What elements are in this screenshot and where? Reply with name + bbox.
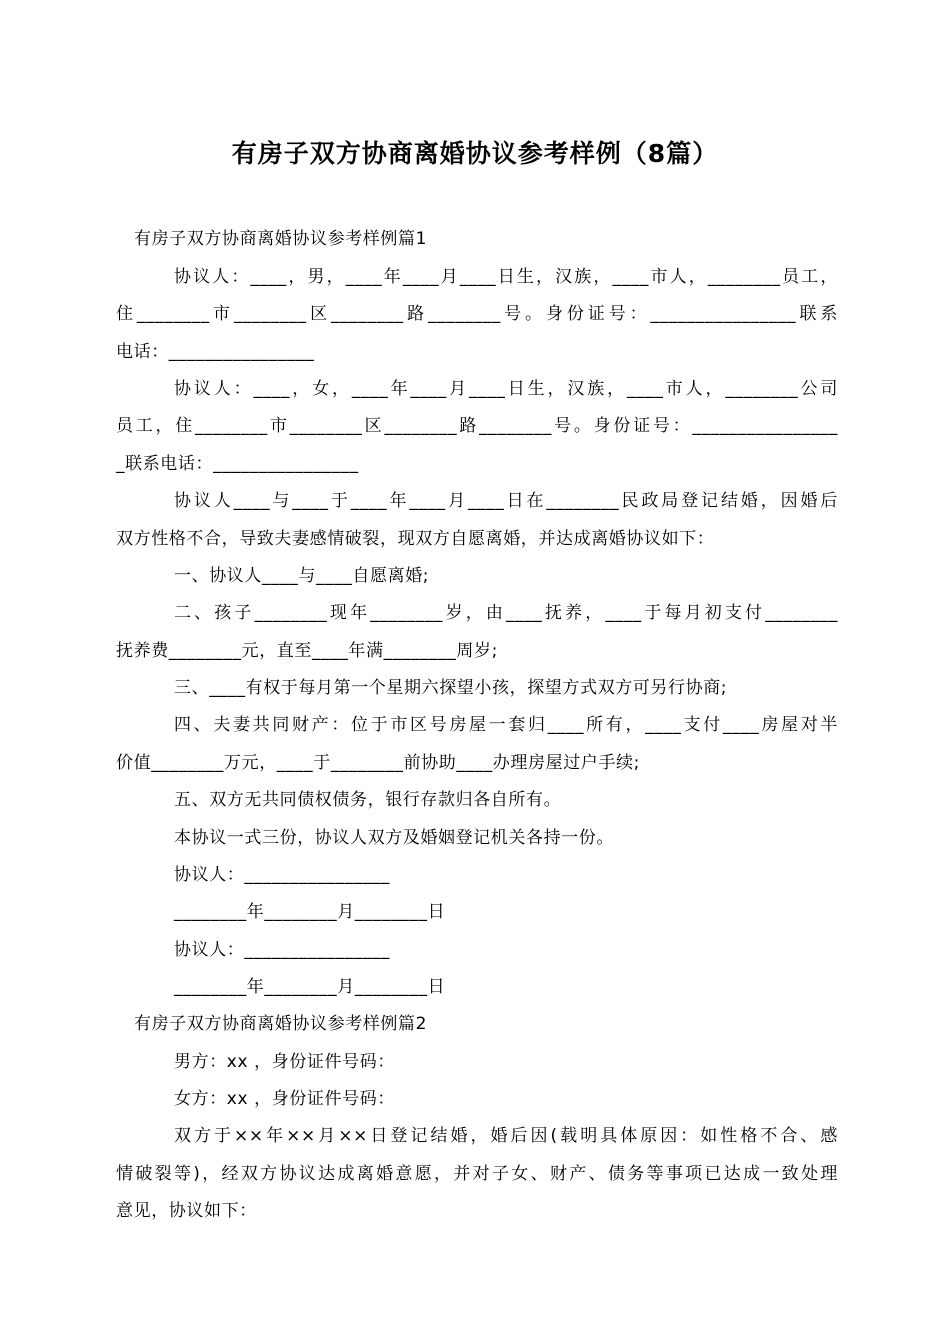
- paragraph-line: 意见，协议如下：: [116, 1201, 257, 1221]
- paragraph-line: 协议人：____，男，____年____月____日生，汉族，____市人，________员工，: [174, 267, 838, 287]
- paragraph-line: 协议人：____，女，____年____月____日生，汉族，____市人，________公司: [174, 379, 838, 399]
- paragraph-line: 本协议一式三份，协议人双方及婚姻登记机关各持一份。: [174, 828, 614, 848]
- paragraph-line: 员工，住________市________区________路________号。身份证号：________________: [116, 416, 838, 436]
- clause-line: 价值________万元，____于________前协助____办理房屋过户手续;: [116, 753, 640, 773]
- date-line: ________年________月________日: [174, 902, 446, 922]
- paragraph-line: _联系电话：________________: [116, 454, 359, 474]
- signature-line: 协议人：________________: [174, 865, 390, 885]
- paragraph-line: 男方：xx ，身份证件号码：: [174, 1052, 395, 1072]
- document-title: 有房子双方协商离婚协议参考样例（8篇）: [231, 139, 719, 168]
- paragraph-line: 女方：xx ，身份证件号码：: [174, 1089, 395, 1109]
- section-heading-2: 有房子双方协商离婚协议参考样例篇2: [134, 1014, 428, 1034]
- date-line: ________年________月________日: [174, 977, 446, 997]
- paragraph-line: 情破裂等)，经双方协议达成离婚意愿，并对子女、财产、债务等事项已达成一致处理: [116, 1164, 838, 1184]
- clause-line: 二、孩子________现年________岁，由____抚养，____于每月初支付________: [174, 603, 838, 623]
- clause-line: 五、双方无共同债权债务，银行存款归各自所有。: [174, 790, 562, 810]
- clause-line: 四、夫妻共同财产：位于市区号房屋一套归____所有，____支付____房屋对半: [174, 715, 838, 735]
- signature-line: 协议人：________________: [174, 940, 390, 960]
- paragraph-line: 协议人____与____于____年____月____日在________民政局登记结婚，因婚后: [174, 491, 838, 511]
- section-heading-1: 有房子双方协商离婚协议参考样例篇1: [134, 229, 428, 249]
- paragraph-line: 双方于××年××月××日登记结婚，婚后因(载明具体原因：如性格不合、感: [174, 1126, 838, 1146]
- paragraph-line: 住________市________区________路________号。身份证号：________________联系: [116, 304, 838, 324]
- paragraph-line: 电话：________________: [116, 342, 315, 362]
- clause-line: 一、协议人____与____自愿离婚;: [174, 566, 430, 586]
- paragraph-line: 双方性格不合，导致夫妻感情破裂，现双方自愿离婚，并达成离婚协议如下：: [116, 529, 715, 549]
- clause-line: 三、____有权于每月第一个星期六探望小孩，探望方式双方可另行协商;: [174, 678, 728, 698]
- clause-line: 抚养费________元，直至____年满________周岁;: [116, 641, 498, 661]
